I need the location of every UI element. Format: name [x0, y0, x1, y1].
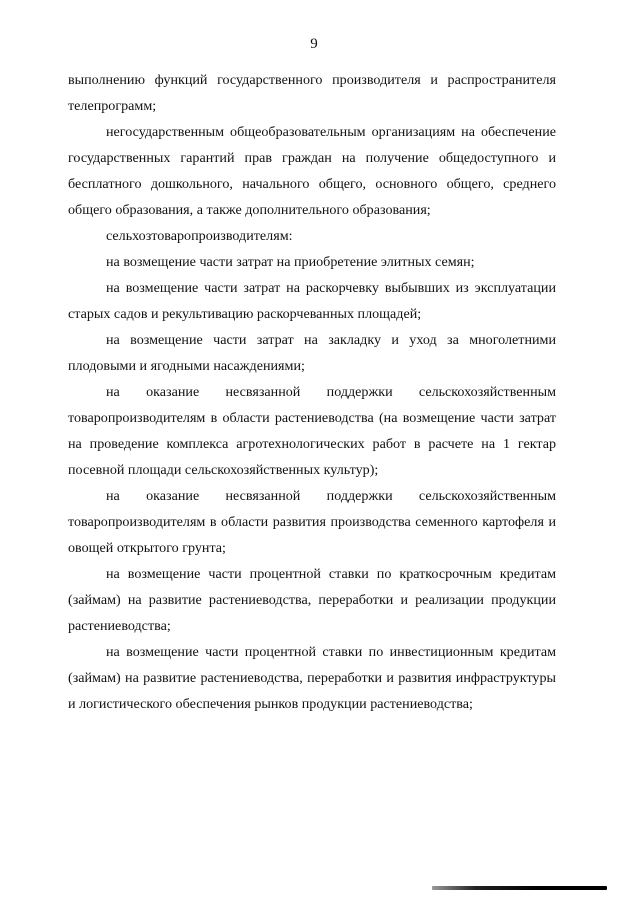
paragraph-3: сельхозтоваропроизводителям: [106, 228, 293, 244]
paragraph-4: на возмещение части затрат на приобретение элитных семян; [106, 254, 475, 270]
paragraph-6: на возмещение части затрат на закладку и уход за многолетними плодовыми и ягодными насаждениями; [68, 332, 556, 374]
paragraph-9: на возмещение части процентной ставки по краткосрочным кредитам (займам) на развитие растениеводства, переработки и реализации продукции растениеводства; [68, 566, 556, 634]
paragraph-5: на возмещение части затрат на раскорчевку выбывших из эксплуатации старых садов и рекультивацию раскорчеванных площадей; [68, 280, 556, 322]
page-number: 9 [310, 36, 318, 52]
document-body [68, 67, 556, 717]
paragraph-8: на оказание несвязанной поддержки сельскохозяйственным товаропроизводителям в области развития производства семенного картофеля и овощей открытого грунта; [68, 488, 556, 556]
footer-rule [432, 886, 607, 890]
paragraph-10: на возмещение части процентной ставки по инвестиционным кредитам (займам) на развитие растениеводства, переработки и развития инфраструктуры и логистического обеспечения рынков продукции растениеводства; [68, 644, 556, 712]
paragraph-1: выполнению функций государственного производителя и распространителя телепрограмм; [68, 72, 556, 114]
paragraph-7: на оказание несвязанной поддержки сельскохозяйственным товаропроизводителям в области растениеводства (на возмещение части затрат на проведение комплекса агротехнологических работ в расчете на 1 гектар посевной площади сельскохозяйственных культур); [68, 384, 556, 478]
paragraph-2: негосударственным общеобразовательным организациям на обеспечение государственных гарантий прав граждан на получение общедоступного и бесплатного дошкольного, начального общего, основного общего, среднего общего образования, а также дополнительного образования; [68, 124, 556, 218]
